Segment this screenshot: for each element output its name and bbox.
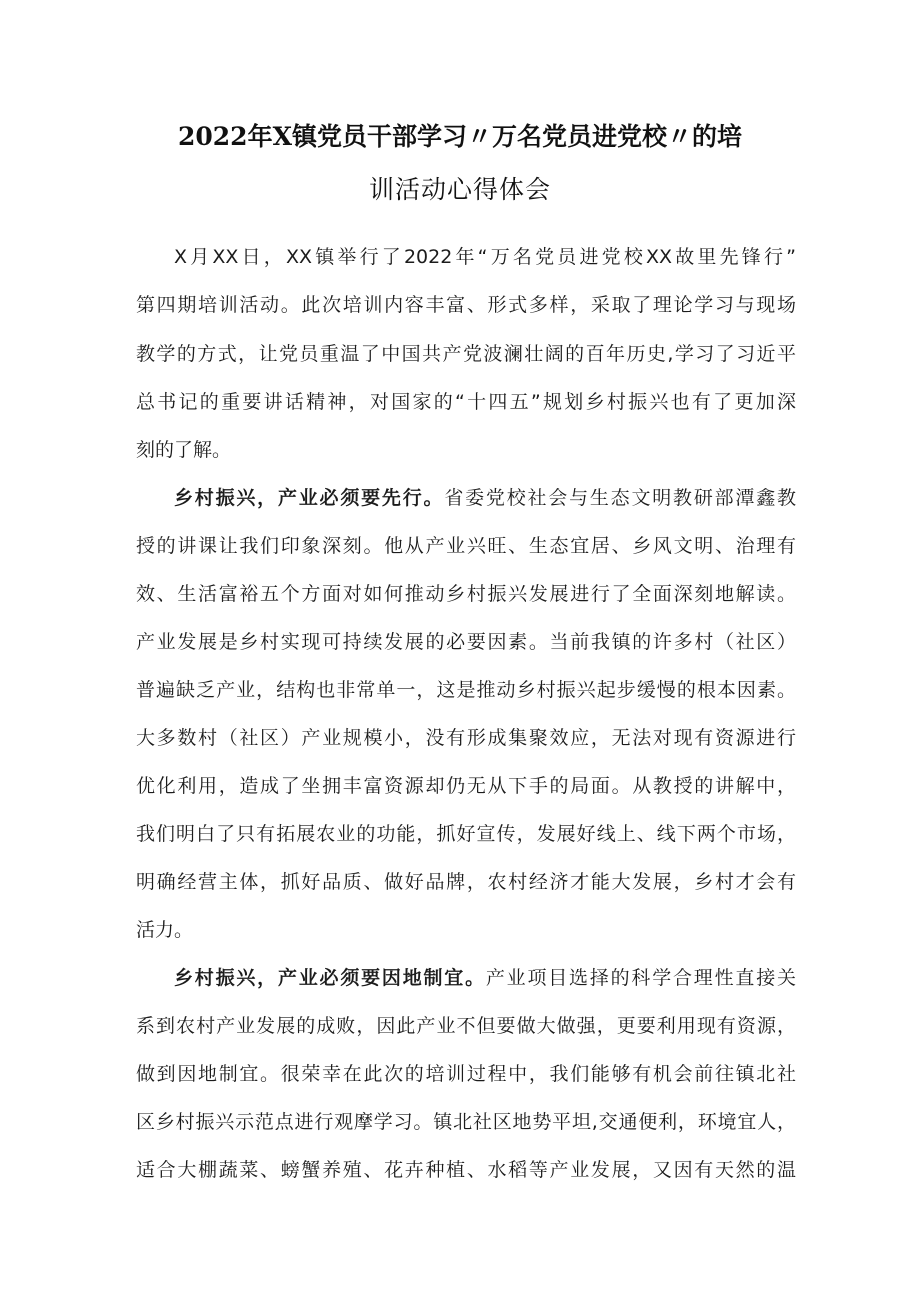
- paragraph-2-line-3: 效、生活富裕五个方面对如何推动乡村振兴发展进行了全面深刻地解读。: [136, 583, 796, 605]
- paragraph-3-heading: 乡村振兴，产业必须要因地制宜。: [174, 967, 486, 989]
- document-title-line-1: 2022年X镇党员干部学习〃万名党员进党校〃的培: [178, 122, 742, 151]
- paragraph-1-line-1: X月XX日，XX镇举行了2022年“万名党员进党校XX故里先锋行”: [174, 246, 796, 268]
- paragraph-2-line-10: 活力。: [136, 919, 194, 941]
- paragraph-2-line-1: [174, 486, 796, 510]
- paragraph-3-line-1-text: 产业项目选择的科学合理性直接关: [485, 967, 796, 989]
- paragraph-1-line-4: 总书记的重要讲话精神，对国家的“十四五”规划乡村振兴也有了更加深: [136, 391, 796, 413]
- paragraph-2-line-5: 普遍缺乏产业，结构也非常单一，这是推动乡村振兴起步缓慢的根本因素。: [136, 679, 796, 701]
- paragraph-3-line-3: 做到因地制宜。很荣幸在此次的培训过程中，我们能够有机会前往镇北社: [136, 1063, 796, 1085]
- paragraph-3-line-4: 区乡村振兴示范点进行观摩学习。镇北社区地势平坦,交通便利，环境宜人，: [136, 1111, 796, 1133]
- paragraph-2-line-2: 授的讲课让我们印象深刻。他从产业兴旺、生态宜居、乡风文明、治理有: [136, 535, 796, 557]
- paragraph-1-line-2: 第四期培训活动。此次培训内容丰富、形式多样，采取了理论学习与现场: [136, 294, 796, 316]
- paragraph-2-line-1-text: 省委党校社会与生态文明教研部潭鑫教: [444, 487, 796, 509]
- paragraph-2-line-4: 产业发展是乡村实现可持续发展的必要因素。当前我镇的许多村（社区）: [136, 631, 796, 653]
- paragraph-3-line-2: 系到农村产业发展的成败，因此产业不但要做大做强，更要利用现有资源，: [136, 1015, 796, 1037]
- paragraph-2-line-9: 明确经营主体，抓好品质、做好品牌，农村经济才能大发展，乡村才会有: [136, 871, 796, 893]
- paragraph-1-line-5: 刻的了解。: [136, 439, 232, 461]
- paragraph-3-line-1: [174, 966, 796, 990]
- paragraph-1-line-3: 教学的方式，让党员重温了中国共产党波澜壮阔的百年历史,学习了习近平: [136, 343, 796, 365]
- paragraph-2-heading: 乡村振兴，产业必须要先行。: [174, 487, 445, 509]
- document-title-line-2: 训活动心得体会: [368, 175, 551, 204]
- paragraph-2-line-8: 我们明白了只有拓展农业的功能，抓好宣传，发展好线上、线下两个市场，: [136, 823, 796, 845]
- paragraph-2-line-7: 优化利用，造成了坐拥丰富资源却仍无从下手的局面。从教授的讲解中，: [136, 775, 796, 797]
- paragraph-3-line-5: 适合大棚蔬菜、螃蟹养殖、花卉种植、水稻等产业发展，又因有天然的温: [136, 1159, 796, 1181]
- paragraph-2-line-6: 大多数村（社区）产业规模小，没有形成集聚效应，无法对现有资源进行: [136, 727, 796, 749]
